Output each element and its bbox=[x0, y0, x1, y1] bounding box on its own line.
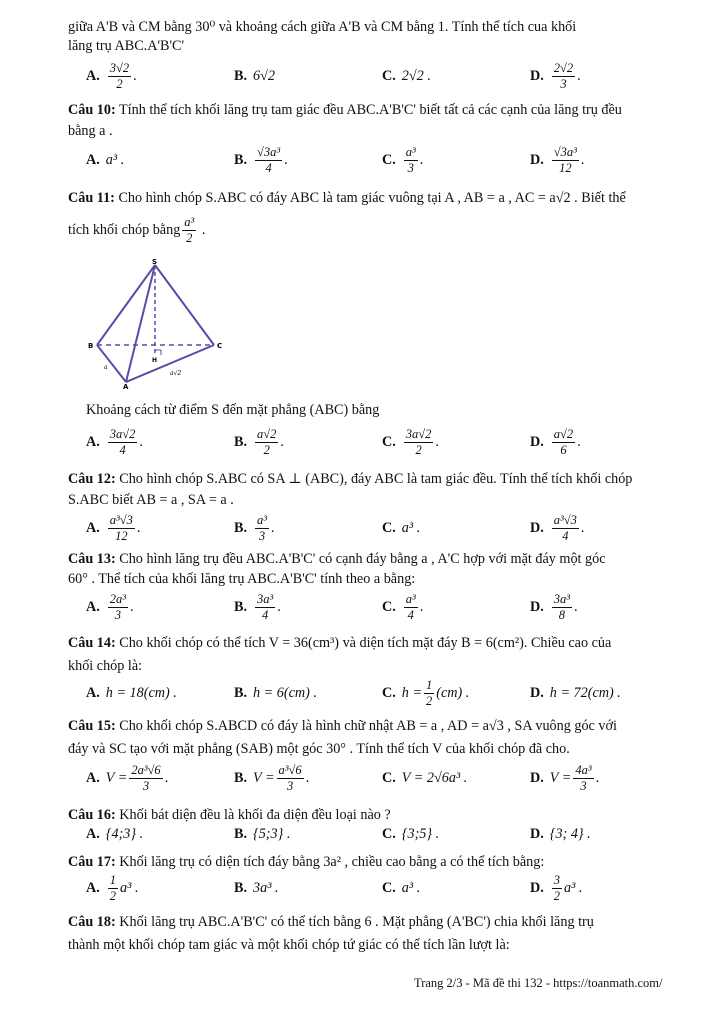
q18-label: Câu 18: bbox=[68, 914, 116, 930]
option-key: D. bbox=[530, 151, 544, 168]
option-key: B. bbox=[234, 769, 248, 786]
option-key: D. bbox=[530, 67, 544, 84]
q13-option-b bbox=[234, 587, 281, 627]
q14-options bbox=[86, 673, 690, 713]
q15-option-a bbox=[86, 758, 168, 798]
q18-line2: thành một khối chóp tam giác và một khối chóp tứ giác có thể tích lần lượt là: bbox=[68, 937, 510, 953]
fraction-denominator: 2 bbox=[109, 888, 117, 903]
option-fraction bbox=[255, 592, 275, 623]
q17-option-d bbox=[530, 868, 583, 908]
q13-option-d bbox=[530, 587, 578, 627]
fraction-numerator: a√2 bbox=[257, 426, 277, 441]
q15-option-d bbox=[530, 758, 599, 798]
q16-options bbox=[86, 818, 690, 850]
fraction-numerator: 3a√2 bbox=[405, 426, 432, 441]
q13-option-c bbox=[382, 587, 423, 627]
option-prefix: V = bbox=[549, 769, 572, 786]
q15-options bbox=[86, 758, 690, 798]
option-key: D. bbox=[530, 825, 544, 842]
q14-option-a bbox=[86, 673, 177, 713]
option-key: D. bbox=[530, 598, 544, 615]
option-fraction bbox=[108, 61, 131, 92]
q9-line1: giữa A'B và CM bằng 30⁰ và khoảng cách giữa A'B và CM bằng 1. Tính thể tích cua khối bbox=[68, 19, 577, 35]
q15-line1: Cho khối chóp S.ABCD có đáy là hình chữ nhật AB = a , AD = a√3 , SA vuông góc với bbox=[119, 718, 617, 734]
q16-option-d bbox=[530, 818, 591, 850]
option-key: C. bbox=[382, 825, 396, 842]
option-key: C. bbox=[382, 684, 396, 701]
option-key: B. bbox=[234, 879, 248, 896]
q15-label: Câu 15: bbox=[68, 718, 116, 734]
q14-option-c bbox=[382, 673, 469, 713]
page-footer: Trang 2/3 - Mã đề thi 132 - https://toanmath.com/ bbox=[414, 976, 663, 990]
option-value: h = 6(cm) . bbox=[253, 684, 317, 701]
option-key: B. bbox=[234, 519, 248, 536]
q12-option-c bbox=[382, 508, 420, 548]
q11-option-d bbox=[530, 422, 581, 462]
fraction-denominator: 3 bbox=[286, 778, 294, 793]
q10-option-d bbox=[530, 140, 584, 180]
option-key: B. bbox=[234, 684, 248, 701]
option-key: A. bbox=[86, 519, 100, 536]
option-key: D. bbox=[530, 879, 544, 896]
fraction-denominator: 3 bbox=[258, 528, 266, 543]
option-period: . bbox=[280, 433, 284, 450]
fraction-denominator: 3 bbox=[142, 778, 150, 793]
q15-line2: đáy và SC tạo với mặt phẳng (SAB) một góc 30° . Tính thể tích V của khối chóp đã cho. bbox=[68, 741, 570, 757]
fraction-denominator: 4 bbox=[262, 607, 269, 622]
label-H: H bbox=[152, 357, 158, 364]
option-key: C. bbox=[382, 519, 396, 536]
label-a: a bbox=[104, 364, 108, 371]
fraction-denominator: 6 bbox=[560, 442, 567, 457]
q11-period: . bbox=[198, 222, 206, 238]
fraction-numerator: 3a³ bbox=[553, 591, 571, 606]
q17-option-a bbox=[86, 868, 139, 908]
option-value: V = 2√6a³ . bbox=[401, 769, 468, 786]
fraction-denominator: 3 bbox=[407, 160, 414, 175]
fraction-denominator: 2 bbox=[415, 442, 422, 457]
option-period: . bbox=[577, 433, 581, 450]
option-key: A. bbox=[86, 825, 100, 842]
q10-label: Câu 10: bbox=[68, 102, 116, 118]
fraction-denominator: 12 bbox=[115, 528, 128, 543]
option-value: h = 72(cm) . bbox=[549, 684, 621, 701]
q10-stem bbox=[68, 101, 690, 119]
fraction-numerator: 3√2 bbox=[109, 60, 130, 75]
option-key: B. bbox=[234, 67, 248, 84]
q15-option-b bbox=[234, 758, 309, 798]
fraction-denominator: 2 bbox=[426, 693, 433, 708]
fraction-denominator: 4 bbox=[265, 160, 272, 175]
option-fraction bbox=[552, 513, 579, 544]
label-S: S bbox=[152, 258, 158, 266]
option-period: . bbox=[595, 769, 600, 786]
q18-stem bbox=[68, 913, 690, 931]
label-C: C bbox=[217, 342, 223, 350]
q17-line1: Khối lăng trụ có diện tích đáy bằng 3a² , chiều cao bằng a có thể tích bằng: bbox=[119, 854, 545, 870]
fraction-numerator: √3a³ bbox=[553, 144, 577, 159]
option-suffix: a³ . bbox=[564, 879, 583, 896]
option-period: . bbox=[419, 598, 424, 615]
fraction-numerator: 3a³ bbox=[257, 591, 274, 606]
option-fraction bbox=[255, 513, 269, 544]
option-period: . bbox=[577, 67, 581, 84]
option-period: . bbox=[419, 151, 424, 168]
fraction-numerator: a³ bbox=[257, 512, 268, 527]
option-key: D. bbox=[530, 519, 544, 536]
option-key: A. bbox=[86, 433, 100, 450]
label-a-sqrt2: a√2 bbox=[170, 370, 182, 377]
option-fraction bbox=[404, 427, 434, 458]
fraction-numerator: 2a³√6 bbox=[131, 762, 161, 777]
option-prefix: V = bbox=[105, 769, 128, 786]
q12-option-a bbox=[86, 508, 140, 548]
option-period: . bbox=[133, 67, 137, 84]
option-key: A. bbox=[86, 879, 100, 896]
fraction-numerator: a√2 bbox=[553, 426, 574, 441]
option-suffix: (cm) . bbox=[436, 684, 470, 701]
fraction-denominator: 4 bbox=[119, 442, 126, 457]
option-value: 6√2 bbox=[253, 67, 275, 84]
label-B: B bbox=[88, 342, 94, 350]
option-key: B. bbox=[234, 598, 248, 615]
fraction-denominator: 3 bbox=[114, 607, 122, 622]
q9-line2: lăng trụ ABC.A'B'C' bbox=[68, 38, 185, 54]
option-fraction bbox=[552, 873, 562, 904]
option-key: C. bbox=[382, 879, 396, 896]
q12-line2: S.ABC biết AB = a , SA = a . bbox=[68, 492, 234, 508]
fraction-denominator: 12 bbox=[559, 160, 572, 175]
q16-option-c bbox=[382, 818, 439, 850]
q11-line2 bbox=[68, 212, 690, 248]
option-period: . bbox=[574, 598, 578, 615]
fraction-numerator: a³√6 bbox=[278, 762, 302, 777]
q13-stem bbox=[68, 550, 690, 568]
option-fraction bbox=[129, 763, 162, 794]
option-value: a³ . bbox=[105, 151, 125, 168]
option-fraction bbox=[255, 145, 282, 176]
option-period: . bbox=[130, 598, 134, 615]
q11-options bbox=[86, 422, 690, 462]
option-key: C. bbox=[382, 598, 396, 615]
q11-label: Câu 11: bbox=[68, 190, 115, 206]
q11-line1: Cho hình chóp S.ABC có đáy ABC là tam giác vuông tại A , AB = a , AC = a√2 . Biết thể bbox=[118, 190, 626, 206]
q16-line1: Khối bát diện đều là khối đa diện đều loại nào ? bbox=[119, 807, 391, 823]
option-fraction bbox=[552, 592, 572, 623]
option-fraction bbox=[108, 873, 118, 904]
q14-label: Câu 14: bbox=[68, 635, 116, 651]
option-value: 3a³ . bbox=[253, 879, 279, 896]
option-fraction bbox=[108, 427, 138, 458]
q13-line2: 60° . Thể tích của khối lăng trụ ABC.A'B'C' tính theo a bằng: bbox=[68, 571, 416, 587]
fraction-numerator: a³√3 bbox=[553, 512, 577, 527]
option-key: B. bbox=[234, 825, 248, 842]
option-value: {3;5} . bbox=[401, 825, 440, 842]
fraction-numerator: a³ bbox=[405, 144, 416, 159]
fraction-denominator: 4 bbox=[562, 528, 569, 543]
option-key: C. bbox=[382, 433, 396, 450]
option-fraction bbox=[552, 61, 575, 92]
q14-line1: Cho khối chóp có thể tích V = 36(cm³) và diện tích mặt đáy B = 6(cm²). Chiều cao của bbox=[119, 635, 612, 651]
option-value: a³ . bbox=[401, 879, 421, 896]
option-key: C. bbox=[382, 67, 396, 84]
option-prefix: V = bbox=[253, 769, 275, 786]
q9-option-c bbox=[382, 56, 431, 96]
q10-line2: bằng a . bbox=[68, 123, 113, 139]
option-key: A. bbox=[86, 67, 100, 84]
q15-option-c bbox=[382, 758, 467, 798]
option-key: C. bbox=[382, 151, 396, 168]
q12-label: Câu 12: bbox=[68, 471, 116, 487]
q17-option-c bbox=[382, 868, 420, 908]
q12-line1: Cho hình chóp S.ABC có SA ⊥ (ABC), đáy ABC là tam giác đều. Tính thể tích khối chóp bbox=[119, 471, 633, 487]
option-value: h = 18(cm) . bbox=[105, 684, 177, 701]
q11-option-b bbox=[234, 422, 284, 462]
q10-option-b bbox=[234, 140, 288, 180]
fraction-numerator: √3a³ bbox=[257, 144, 281, 159]
q11-line2-text: tích khối chóp bằng bbox=[68, 222, 181, 238]
q14-stem bbox=[68, 634, 690, 652]
fraction-denominator: 2 bbox=[263, 442, 270, 457]
option-prefix: h = bbox=[401, 684, 423, 701]
pyramid-figure bbox=[84, 258, 234, 390]
fraction-numerator: a³ bbox=[405, 591, 416, 606]
option-period: . bbox=[284, 151, 288, 168]
q10-options bbox=[86, 140, 690, 180]
option-value: {3; 4} . bbox=[549, 825, 591, 842]
fraction-denominator: 3 bbox=[580, 778, 587, 793]
q13-option-a bbox=[86, 587, 134, 627]
q9-option-d bbox=[530, 56, 581, 96]
q17-option-b bbox=[234, 868, 279, 908]
option-fraction bbox=[552, 145, 579, 176]
q14-option-d bbox=[530, 673, 621, 713]
fraction-numerator: 2a³ bbox=[109, 591, 127, 606]
q16-option-a bbox=[86, 818, 143, 850]
option-key: A. bbox=[86, 769, 100, 786]
q11-volume-fraction bbox=[182, 215, 196, 246]
q13-options bbox=[86, 587, 690, 627]
q14-line2: khối chóp là: bbox=[68, 658, 143, 674]
fraction-denominator: 2 bbox=[116, 76, 123, 91]
option-key: C. bbox=[382, 769, 396, 786]
fraction-denominator: 4 bbox=[407, 607, 414, 622]
option-fraction bbox=[277, 763, 304, 794]
fraction-numerator: 2√2 bbox=[553, 60, 574, 75]
q16-option-b bbox=[234, 818, 290, 850]
q17-label: Câu 17: bbox=[68, 854, 116, 870]
q14-option-b bbox=[234, 673, 317, 713]
q11-question: Khoảng cách từ điểm S đến mặt phẳng (ABC) bằng bbox=[86, 402, 380, 418]
q16-label: Câu 16: bbox=[68, 807, 116, 823]
option-fraction bbox=[255, 427, 278, 458]
fraction-numerator: 3a√2 bbox=[109, 426, 136, 441]
option-period: . bbox=[136, 519, 141, 536]
q9-option-b bbox=[234, 56, 275, 96]
q15-stem bbox=[68, 717, 690, 735]
q10-option-a bbox=[86, 140, 124, 180]
option-key: D. bbox=[530, 433, 544, 450]
option-fraction bbox=[108, 513, 135, 544]
option-fraction bbox=[424, 678, 434, 709]
fraction-numerator: a³√3 bbox=[109, 512, 133, 527]
option-value: {5;3} . bbox=[253, 825, 291, 842]
option-key: D. bbox=[530, 684, 544, 701]
option-suffix: a³ . bbox=[120, 879, 139, 896]
option-key: A. bbox=[86, 598, 100, 615]
q18-line1: Khối lăng trụ ABC.A'B'C' có thể tích bằng 6 . Mặt phẳng (A'BC') chia khối lăng trụ bbox=[119, 914, 594, 930]
option-fraction bbox=[108, 592, 128, 623]
q11-option-a bbox=[86, 422, 143, 462]
q11-stem bbox=[68, 189, 690, 207]
q12-options bbox=[86, 508, 690, 548]
fraction-numerator: 3 bbox=[553, 872, 561, 887]
q11-option-c bbox=[382, 422, 439, 462]
option-key: B. bbox=[234, 433, 248, 450]
q11-vol-den: 2 bbox=[186, 230, 193, 245]
q13-label: Câu 13: bbox=[68, 551, 116, 567]
option-key: D. bbox=[530, 769, 544, 786]
option-period: . bbox=[139, 433, 143, 450]
q10-option-c bbox=[382, 140, 423, 180]
q13-line1: Cho hình lăng trụ đều ABC.A'B'C' có cạnh đáy bằng a , A'C hợp với mặt đáy một góc bbox=[119, 551, 606, 567]
option-period: . bbox=[164, 769, 169, 786]
option-key: B. bbox=[234, 151, 248, 168]
option-fraction bbox=[552, 427, 575, 458]
fraction-denominator: 8 bbox=[558, 607, 566, 622]
q12-option-d bbox=[530, 508, 584, 548]
fraction-numerator: 1 bbox=[426, 677, 433, 692]
q11-vol-num: a³ bbox=[184, 214, 195, 229]
option-period: . bbox=[435, 433, 439, 450]
option-period: . bbox=[580, 151, 585, 168]
option-key: A. bbox=[86, 684, 100, 701]
label-A: A bbox=[123, 383, 129, 390]
q10-line1: Tính thể tích khối lăng trụ tam giác đều ABC.A'B'C' biết tất cả các cạnh của lăng trụ đều bbox=[119, 102, 622, 118]
fraction-denominator: 3 bbox=[560, 76, 567, 91]
fraction-numerator: 4a³ bbox=[575, 762, 592, 777]
option-period: . bbox=[277, 598, 281, 615]
option-fraction bbox=[404, 145, 418, 176]
fraction-denominator: 2 bbox=[553, 888, 561, 903]
q12-option-b bbox=[234, 508, 275, 548]
option-fraction bbox=[404, 592, 418, 623]
q12-stem bbox=[68, 470, 690, 488]
option-period: . bbox=[305, 769, 310, 786]
q17-options bbox=[86, 868, 690, 908]
q9-options bbox=[86, 56, 690, 96]
option-period: . bbox=[580, 519, 585, 536]
option-value: a³ . bbox=[401, 519, 421, 536]
option-period: . bbox=[271, 519, 275, 536]
option-fraction bbox=[573, 763, 593, 794]
fraction-numerator: 1 bbox=[109, 872, 117, 887]
option-value: 2√2 . bbox=[401, 67, 431, 84]
q9-option-a bbox=[86, 56, 137, 96]
option-key: A. bbox=[86, 151, 100, 168]
option-value: {4;3} . bbox=[105, 825, 144, 842]
